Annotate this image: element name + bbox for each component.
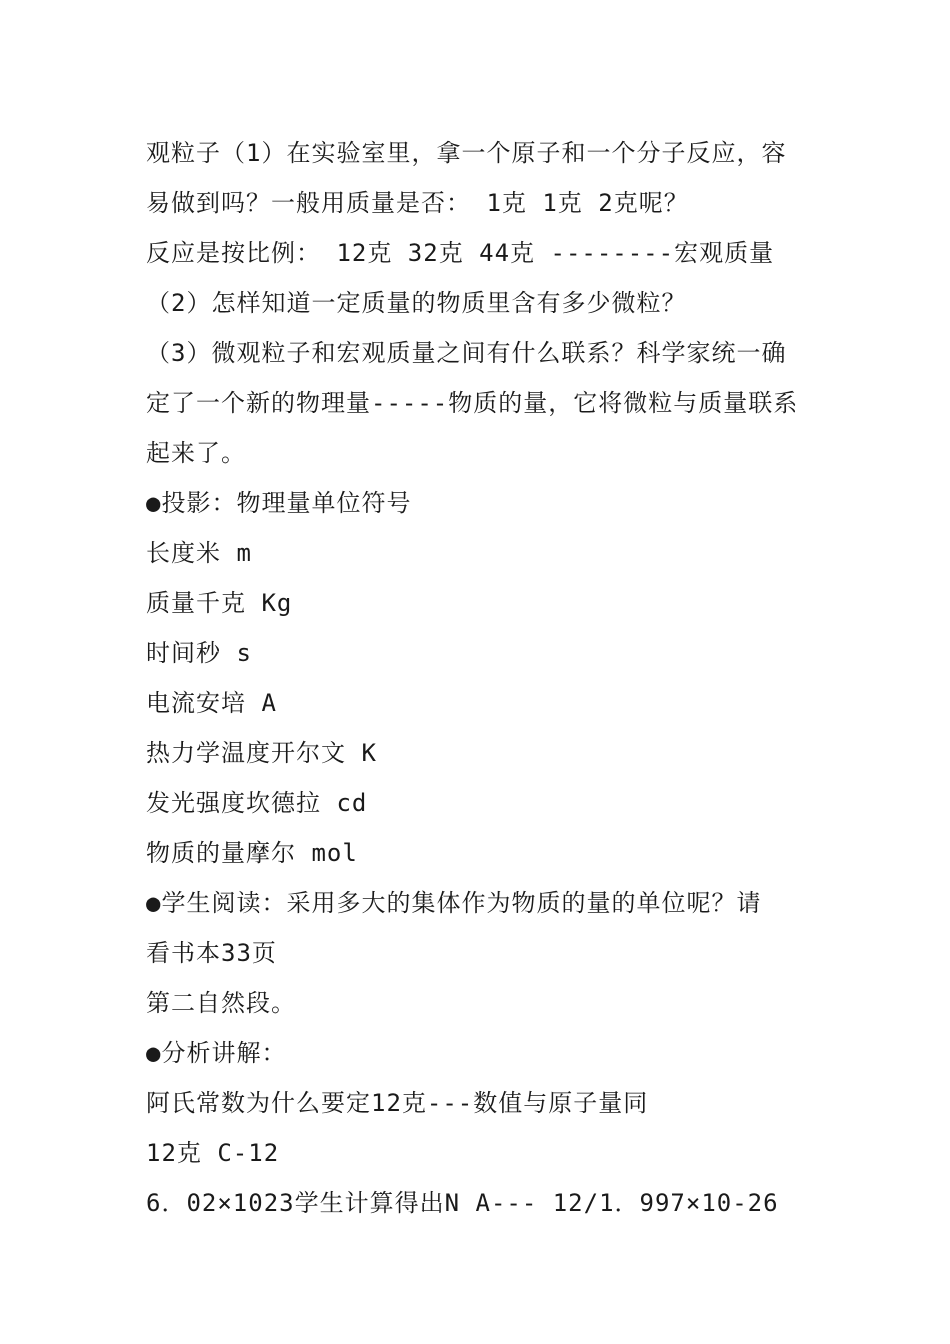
document-body: [146, 128, 816, 1228]
bullet-heading: ●分析讲解：: [146, 1039, 287, 1067]
text-line: 阿氏常数为什么要定12克---数值与原子量同: [146, 1089, 649, 1117]
text-line: （3）微观粒子和宏观质量之间有什么联系？科学家统一确: [146, 339, 787, 367]
bullet-heading: ●学生阅读：采用多大的集体作为物质的量的单位呢？请: [146, 889, 762, 917]
text-line: （2）怎样知道一定质量的物质里含有多少微粒？: [146, 289, 687, 317]
text-line: 第二自然段。: [146, 989, 296, 1017]
text-line: 12克 C-12: [146, 1139, 280, 1167]
bullet-heading: ●投影：物理量单位符号: [146, 489, 412, 517]
unit-row: 物质的量摩尔 mol: [146, 839, 358, 867]
text-line: 6．02×1023学生计算得出N A--- 12/1．997×10-26: [146, 1189, 779, 1217]
unit-row: 质量千克 Kg: [146, 589, 293, 617]
text-line: 易做到吗？一般用质量是否： 1克 1克 2克呢？: [146, 189, 689, 217]
text-line: 看书本33页: [146, 939, 277, 967]
text-line: 观粒子（1）在实验室里，拿一个原子和一个分子反应，容: [146, 139, 787, 167]
unit-row: 时间秒 s: [146, 639, 252, 667]
unit-row: 热力学温度开尔文 K: [146, 739, 377, 767]
text-line: 起来了。: [146, 439, 246, 467]
unit-row: 电流安培 A: [146, 689, 277, 717]
text-line: 定了一个新的物理量-----物质的量，它将微粒与质量联系: [146, 389, 799, 417]
unit-row: 长度米 m: [146, 539, 252, 567]
text-line: 反应是按比例： 12克 32克 44克 --------宏观质量: [146, 239, 775, 267]
unit-row: 发光强度坎德拉 cd: [146, 789, 368, 817]
